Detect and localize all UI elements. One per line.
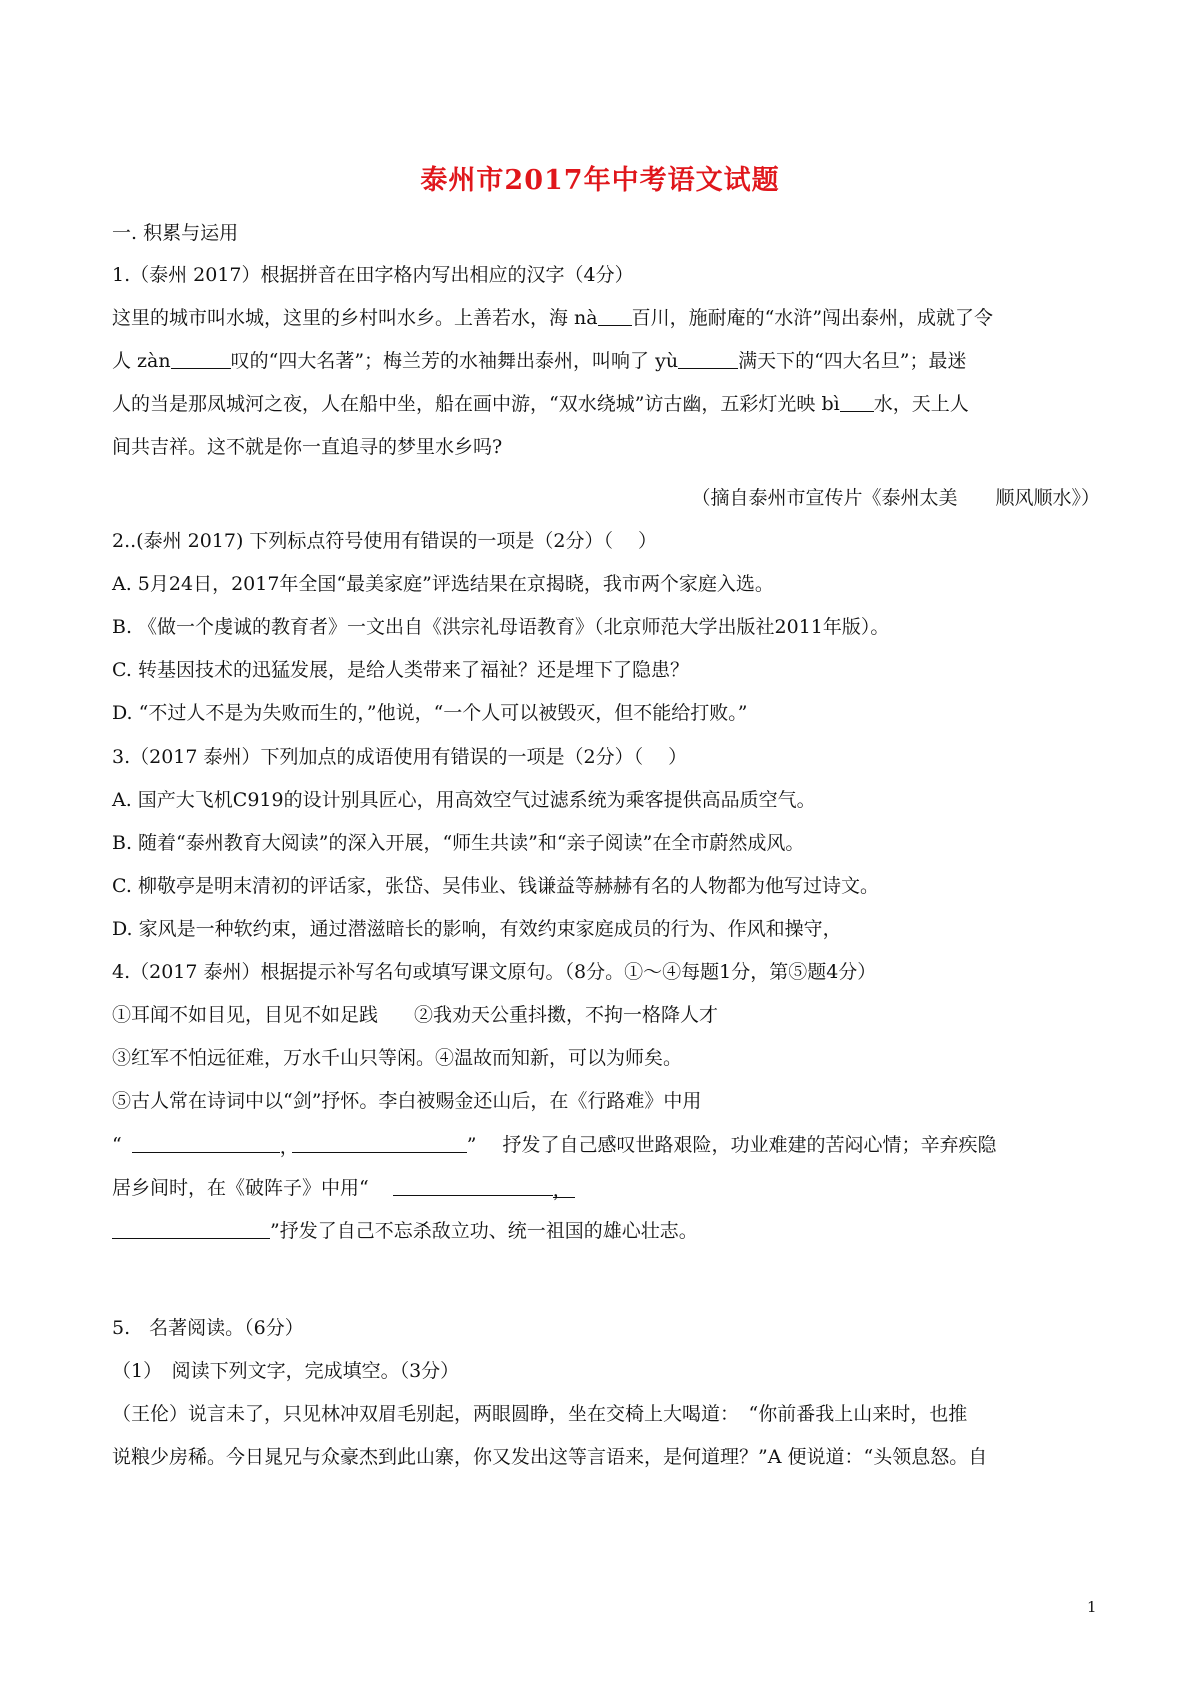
section-heading: 一. 积累与运用	[112, 222, 239, 244]
q1-text-4: 叹的“四大名著”；梅兰芳的水袖舞出泰州，叫响了 yù	[230, 350, 679, 372]
q2-stem: 2..(泰州 2017) 下列标点符号使用有错误的一项是（2分）（ ）	[112, 530, 658, 552]
q4-line-4	[112, 1132, 996, 1158]
q4-line-6	[112, 1218, 698, 1244]
q4-line-5	[112, 1175, 575, 1201]
q4-line-2: ③红军不怕远征难，万水千山只等闲。④温故而知新，可以为师矣。	[112, 1047, 683, 1069]
q4-item-2: ②我劝天公重抖擞，不拘一格降人才	[414, 1004, 719, 1026]
q1-text-3: 人 zàn	[112, 350, 171, 372]
q1-line-1	[112, 305, 993, 331]
q4-comma-2: ，	[553, 1177, 575, 1198]
q1-source: （摘自泰州市宣传片《泰州太美 顺风顺水》）	[691, 487, 1100, 509]
q4-line-3: ⑤古人常在诗词中以“剑”抒怀。李白被赐金还山后，在《行路难》中用	[112, 1090, 702, 1112]
q4-blank-1[interactable]	[132, 1132, 280, 1153]
q4-blank-4[interactable]	[112, 1218, 270, 1239]
q4-text-4c: 抒发了自己感叹世路艰险，功业难建的苦闷心情；辛弃疾隐	[502, 1134, 997, 1156]
q1-blank-3[interactable]	[678, 348, 738, 369]
q1-line-4: 间共吉祥。这不就是你一直追寻的梦里水乡吗?	[112, 436, 503, 458]
q1-blank-2[interactable]	[171, 348, 231, 369]
q1-line-3	[112, 391, 969, 417]
q1-text-5: 满天下的“四大名旦”；最迷	[738, 350, 967, 372]
q4-text-6: ”抒发了自己不忘杀敌立功、统一祖国的雄心壮志。	[270, 1220, 698, 1242]
q5-sub1: （1） 阅读下列文字，完成填空。（3分）	[112, 1360, 460, 1382]
q1-text-7: 水，天上人	[873, 393, 969, 415]
q2-option-a: A. 5月24日，2017年全国“最美家庭”评选结果在京揭晓，我市两个家庭入选。	[112, 573, 774, 595]
q1-blank-4[interactable]	[840, 391, 874, 412]
q4-comma-1: ，	[279, 1136, 299, 1158]
q3-option-d: D. 家风是一种软约束，通过潜滋暗长的影响，有效约束家庭成员的行为、作风和操守，	[112, 918, 842, 940]
q2-option-c: C. 转基因技术的迅猛发展，是给人类带来了福祉？还是埋下了隐患？	[112, 659, 689, 681]
q4-text-5a: 居乡间时，在《破阵子》中用“	[112, 1177, 369, 1199]
q2-option-d: D. “不过人不是为失败而生的，”他说，“一个人可以被毁灭，但不能给打败。”	[112, 702, 748, 724]
q4-quote-open: “	[112, 1134, 122, 1156]
q5-passage-line-1: （王伦）说言未了，只见林冲双眉毛别起，两眼圆睁，坐在交椅上大喝道： “你前番我上山来时，也推	[112, 1403, 968, 1425]
q3-option-c: C. 柳敬亭是明末清初的评话家，张岱、吴伟业、钱谦益等赫赫有名的人物都为他写过诗文。	[112, 875, 879, 897]
q1-blank-1[interactable]	[598, 305, 632, 326]
page-number: 1	[1087, 1598, 1097, 1616]
q2-option-b: B. 《做一个虔诚的教育者》一文出自《洪宗礼母语教育》（北京师范大学出版社2011年版）。	[112, 616, 890, 638]
q1-text-2: 百川，施耐庵的“水浒”闯出泰州，成就了令	[631, 307, 994, 329]
q5-passage-line-2: 说粮少房稀。今日晁兄与众豪杰到此山寨，你又发出这等言语来，是何道理？”A 便说道：“头领息怒。自	[112, 1446, 988, 1468]
q4-stem: 4.（2017 泰州）根据提示补写名句或填写课文原句。（8分。①～④每题1分，第⑤题4分）	[112, 961, 877, 983]
q1-text-1: 这里的城市叫水城，这里的乡村叫水乡。上善若水，海 nà	[112, 307, 598, 329]
q3-option-b: B. 随着“泰州教育大阅读”的深入开展，“师生共读”和“亲子阅读”在全市蔚然成风。	[112, 832, 805, 854]
q5-stem: 5. 名著阅读。（6分）	[112, 1317, 304, 1339]
q1-stem: 1.（泰州 2017）根据拼音在田字格内写出相应的汉字（4分）	[112, 264, 634, 286]
q1-text-6: 人的当是那凤城河之夜，人在船中坐，船在画中游，“双水绕城”访古幽，五彩灯光映 bì	[112, 393, 840, 415]
q4-line-1	[112, 1002, 718, 1028]
q4-item-1: ①耳闻不如目见，目见不如足践	[112, 1004, 379, 1026]
q4-blank-3[interactable]	[393, 1175, 553, 1196]
q4-quote-close: ”	[466, 1134, 477, 1156]
q3-stem: 3.（2017 泰州）下列加点的成语使用有错误的一项是（2分）（ ）	[112, 746, 688, 768]
q3-option-a: A. 国产大飞机C919的设计别具匠心，用高效空气过滤系统为乘客提供高品质空气。	[112, 789, 816, 811]
q1-line-2	[112, 348, 967, 374]
q4-blank-2[interactable]	[292, 1132, 467, 1153]
page-title: 泰州市2017年中考语文试题	[420, 165, 780, 196]
